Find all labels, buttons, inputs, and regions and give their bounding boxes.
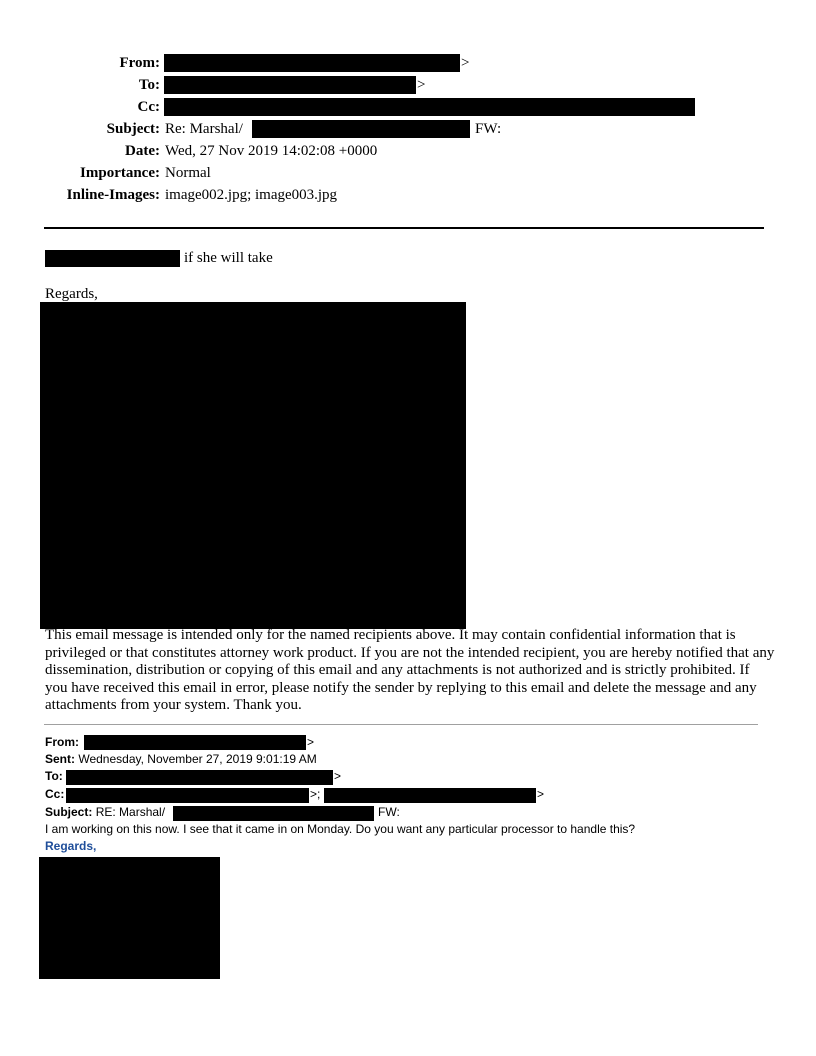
redaction-quoted-to xyxy=(66,770,333,785)
redaction-quoted-cc-1 xyxy=(66,788,309,803)
redaction-body-name xyxy=(45,250,180,267)
quoted-subject-label: Subject: xyxy=(45,805,93,819)
importance-label: Importance: xyxy=(80,165,160,181)
disclaimer-text: This email message is intended only for the named recipients above. It may contain confidential information that is privileged or that constitutes attorney work product. If you are not the intended recipient, you are hereby notified that any dissemination, distribution or copying of this email and any attachments is not authorized and is strictly prohibited. If you have received this email in error, please notify the sender by replying to this email and delete the message and any attachments from your system. Thank you. xyxy=(45,627,775,713)
inline-images-label: Inline-Images: xyxy=(66,187,160,203)
redaction-from xyxy=(164,54,460,72)
from-suffix: > xyxy=(461,55,470,71)
quoted-from-label: From: xyxy=(45,735,79,749)
redaction-to xyxy=(164,76,416,94)
subject-suffix: FW: xyxy=(475,121,502,137)
quoted-divider xyxy=(44,724,758,725)
body-line: if she will take xyxy=(184,250,273,266)
quoted-subject-prefix: RE: Marshal/ xyxy=(95,805,166,819)
redaction-cc xyxy=(164,98,695,116)
subject-label: Subject: xyxy=(106,121,160,137)
date-label: Date: xyxy=(125,143,160,159)
quoted-subject-suffix: FW: xyxy=(378,805,400,819)
quoted-from-suffix: > xyxy=(307,735,315,749)
redaction-quoted-from xyxy=(84,735,306,750)
cc-label: Cc: xyxy=(137,99,160,115)
redaction-signature xyxy=(40,302,466,629)
quoted-cc-suffix: > xyxy=(537,787,545,801)
quoted-to-suffix: > xyxy=(334,769,342,783)
body-regards: Regards, xyxy=(45,286,98,302)
quoted-cc-sep: >; xyxy=(310,787,321,801)
quoted-sent-value: Wednesday, November 27, 2019 9:01:19 AM xyxy=(78,752,317,766)
redaction-subject xyxy=(252,120,470,138)
to-label: To: xyxy=(138,77,160,93)
quoted-message: I am working on this now. I see that it came in on Monday. Do you want any particular processor to handle this? xyxy=(45,822,636,836)
redaction-quoted-subject xyxy=(173,806,374,821)
redaction-quoted-signature xyxy=(39,857,220,979)
date-value: Wed, 27 Nov 2019 14:02:08 +0000 xyxy=(165,143,378,159)
inline-images-value: image002.jpg; image003.jpg xyxy=(165,187,338,203)
redaction-quoted-cc-2 xyxy=(324,788,536,803)
quoted-regards: Regards, xyxy=(45,839,97,853)
quoted-sent-label: Sent: xyxy=(45,752,75,766)
to-suffix: > xyxy=(417,77,426,93)
quoted-to-label: To: xyxy=(45,769,63,783)
importance-value: Normal xyxy=(165,165,211,181)
quoted-cc-label: Cc: xyxy=(45,787,65,801)
from-label: From: xyxy=(119,55,160,71)
header-divider xyxy=(44,227,764,229)
subject-prefix: Re: Marshal/ xyxy=(165,121,243,137)
